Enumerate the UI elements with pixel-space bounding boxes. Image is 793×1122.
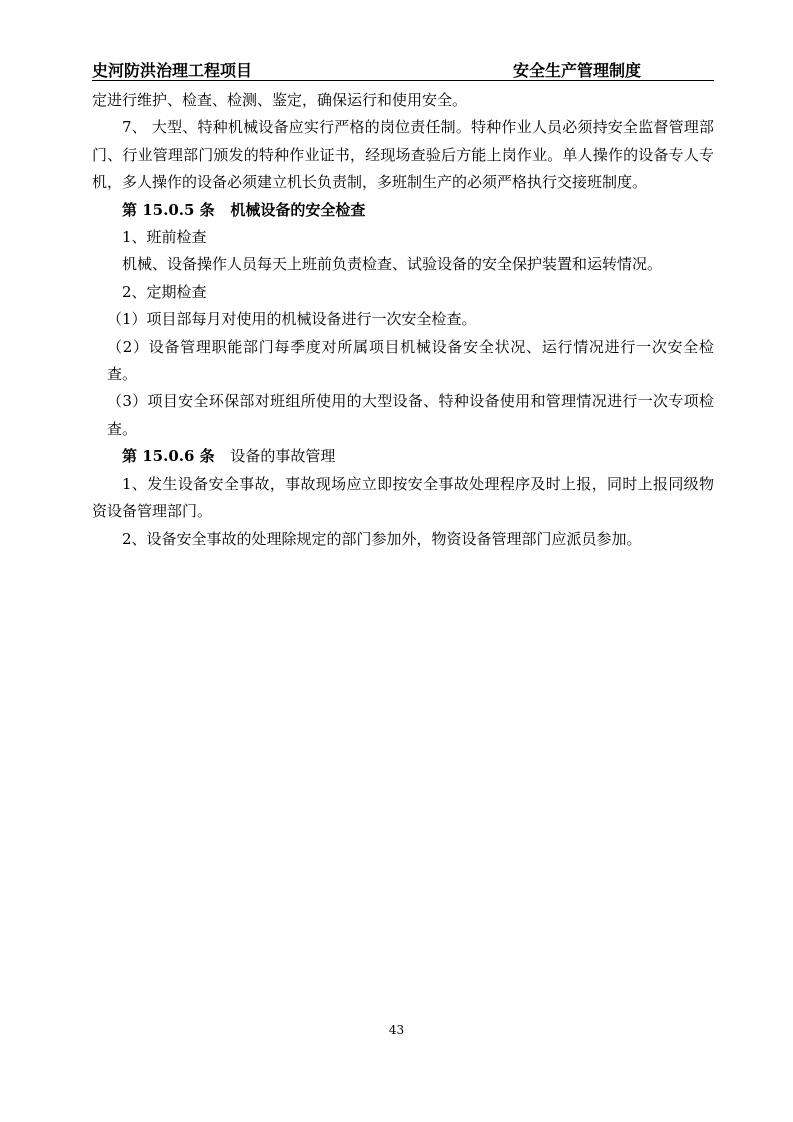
page-header bbox=[92, 58, 714, 81]
paragraph-continued: 定进行维护、检查、检测、鉴定，确保运行和使用安全。 bbox=[92, 91, 468, 109]
paragraph: 2、设备安全事故的处理除规定的部门参加外，物资设备管理部门应派员参加。 bbox=[122, 529, 642, 548]
section-heading-15-0-6 bbox=[92, 443, 714, 470]
document-body bbox=[92, 87, 714, 553]
section-number: 第 15.0.5 条 bbox=[122, 200, 215, 219]
paragraph: 1、发生设备安全事故，事故现场应立即按安全事故处理程序及时上报，同时上报同级物资设备管理部门。 bbox=[92, 474, 714, 521]
section-heading-15-0-5 bbox=[92, 197, 714, 224]
list-item: （3）项目安全环保部对班组所使用的大型设备、特种设备使用和管理情况进行一次专项检查。 bbox=[107, 392, 714, 438]
list-item: （2）设备管理职能部门每季度对所属项目机械设备安全状况、运行情况进行一次安全检查。 bbox=[107, 337, 714, 384]
section-title: 机械设备的安全检查 bbox=[230, 200, 366, 219]
header-document-title: 安全生产管理制度 bbox=[513, 61, 642, 80]
header-project-title: 史河防洪治理工程项目 bbox=[92, 61, 253, 80]
section-title: 设备的事故管理 bbox=[230, 447, 336, 466]
paragraph-item-7: 7、 大型、特种机械设备应实行严格的岗位责任制。特种作业人员必须持安全监督管理部门、行业管理部门颁发的特种作业证书，经现场查验后方能上岗作业。单人操作的设备专人专机，多人操作的设备必须建立机长负责制，多班制生产的必须严格执行交接班制度。 bbox=[92, 118, 714, 192]
paragraph: 机械、设备操作人员每天上班前负责检查、试验设备的安全保护装置和运转情况。 bbox=[122, 255, 663, 274]
page-number: 43 bbox=[388, 1023, 405, 1037]
list-item: （1）项目部每月对使用的机械设备进行一次安全检查。 bbox=[107, 310, 477, 329]
section-number: 第 15.0.6 条 bbox=[122, 447, 215, 466]
subsection-title: 2、定期检查 bbox=[122, 282, 207, 301]
subsection-title: 1、班前检查 bbox=[122, 228, 207, 247]
